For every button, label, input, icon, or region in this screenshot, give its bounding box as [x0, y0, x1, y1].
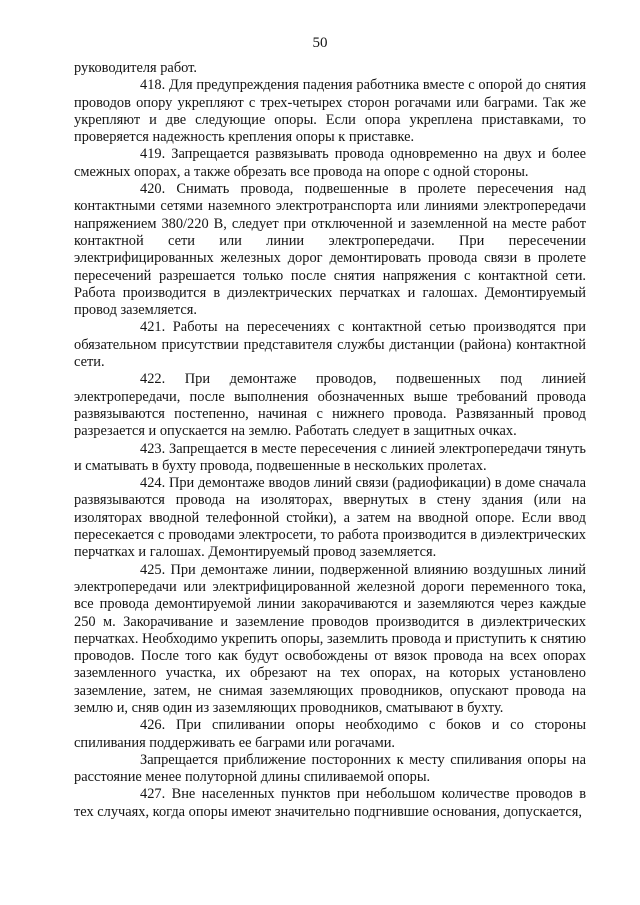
paragraph-423: 423. Запрещается в месте пересечения с линией электропередачи тянуть и сматывать в бухту провода, подвешенные в нескольких пролетах. — [74, 440, 586, 474]
paragraph-420: 420. Снимать провода, подвешенные в пролете пересечения над контактными сетями наземного электротранспорта или линиями электропередачи напряжением 380/220 В, следует при отключенной и заземленной на месте работ контактной сети или линии электропередачи. При пересечении электрифицированных железных дорог демонтировать провода связи в пролете пересечений разрешается только после снятия напряжения с контактной сети. Работа производится в диэлектрических перчатках и галошах. Демонтируемый провод заземляется. — [74, 181, 586, 319]
paragraph-419: 419. Запрещается развязывать провода одновременно на двух и более смежных опорах, а также обрезать все провода на опоре с одной стороны. — [74, 146, 586, 180]
paragraph-continuation: руководителя работ. — [74, 60, 197, 76]
paragraph-426-restriction: Запрещается приближение посторонних к месту спиливания опоры на расстояние менее полуторной длины спиливаемой опоры. — [74, 751, 586, 786]
paragraph-418: 418. Для предупреждения падения работника вместе с опорой до снятия проводов опору укрепляют с трех-четырех сторон рогачами или баграми. Так же укрепляют и две следующие опоры. Если опора укреплена приставками, то проверяется надежность крепления опоры к приставке. — [74, 77, 586, 146]
document-body — [74, 60, 586, 821]
paragraph-422: 422. При демонтаже проводов, подвешенных под линией электропередачи, после выполнения обозначенных выше требований провода развязываются постепенно, начиная с нижнего провода. Развязанный провод разрезается и опускается на землю. Работать следует в защитных очках. — [74, 371, 586, 440]
paragraph-421: 421. Работы на пересечениях с контактной сетью производятся при обязательном присутствии представителя службы дистанции (района) контактной сети. — [74, 319, 586, 371]
page-number: 50 — [312, 35, 328, 51]
paragraph-424: 424. При демонтаже вводов линий связи (радиофикации) в доме сначала развязываются провода на изоляторах, ввернутых в стену здания (или на изоляторах вводной телефонной стойки), а затем на вводной опоре. Если ввод пересекается с проводами электросети, то работа производится в диэлектрических перчатках и галошах. Демонтируемый провод заземляется. — [74, 475, 586, 561]
paragraph-426: 426. При спиливании опоры необходимо с боков и со стороны спиливания поддерживать ее баграми или рогачами. — [74, 717, 586, 751]
paragraph-427: 427. Вне населенных пунктов при небольшом количестве проводов в тех случаях, когда опоры имеют значительно подгнившие основания, допускается, — [74, 786, 586, 820]
paragraph-425: 425. При демонтаже линии, подверженной влиянию воздушных линий электропередачи или электрифицированной железной дороги переменного тока, все провода демонтируемой линии закорачиваются и заземляются через каждые 250 м. Закорачивание и заземление проводов производится в диэлектрических перчатках. Необходимо укрепить опоры, заземлить провода и приступить к снятию проводов. После того как будут освобождены от вязок провода на всех опорах заземленного участка, их обрезают на тех опорах, на которых установлено заземление, затем, не снимая заземляющих проводников, опускают провода на землю и, сняв один из заземляющих проводников, сматывают в бухту. — [74, 561, 586, 716]
